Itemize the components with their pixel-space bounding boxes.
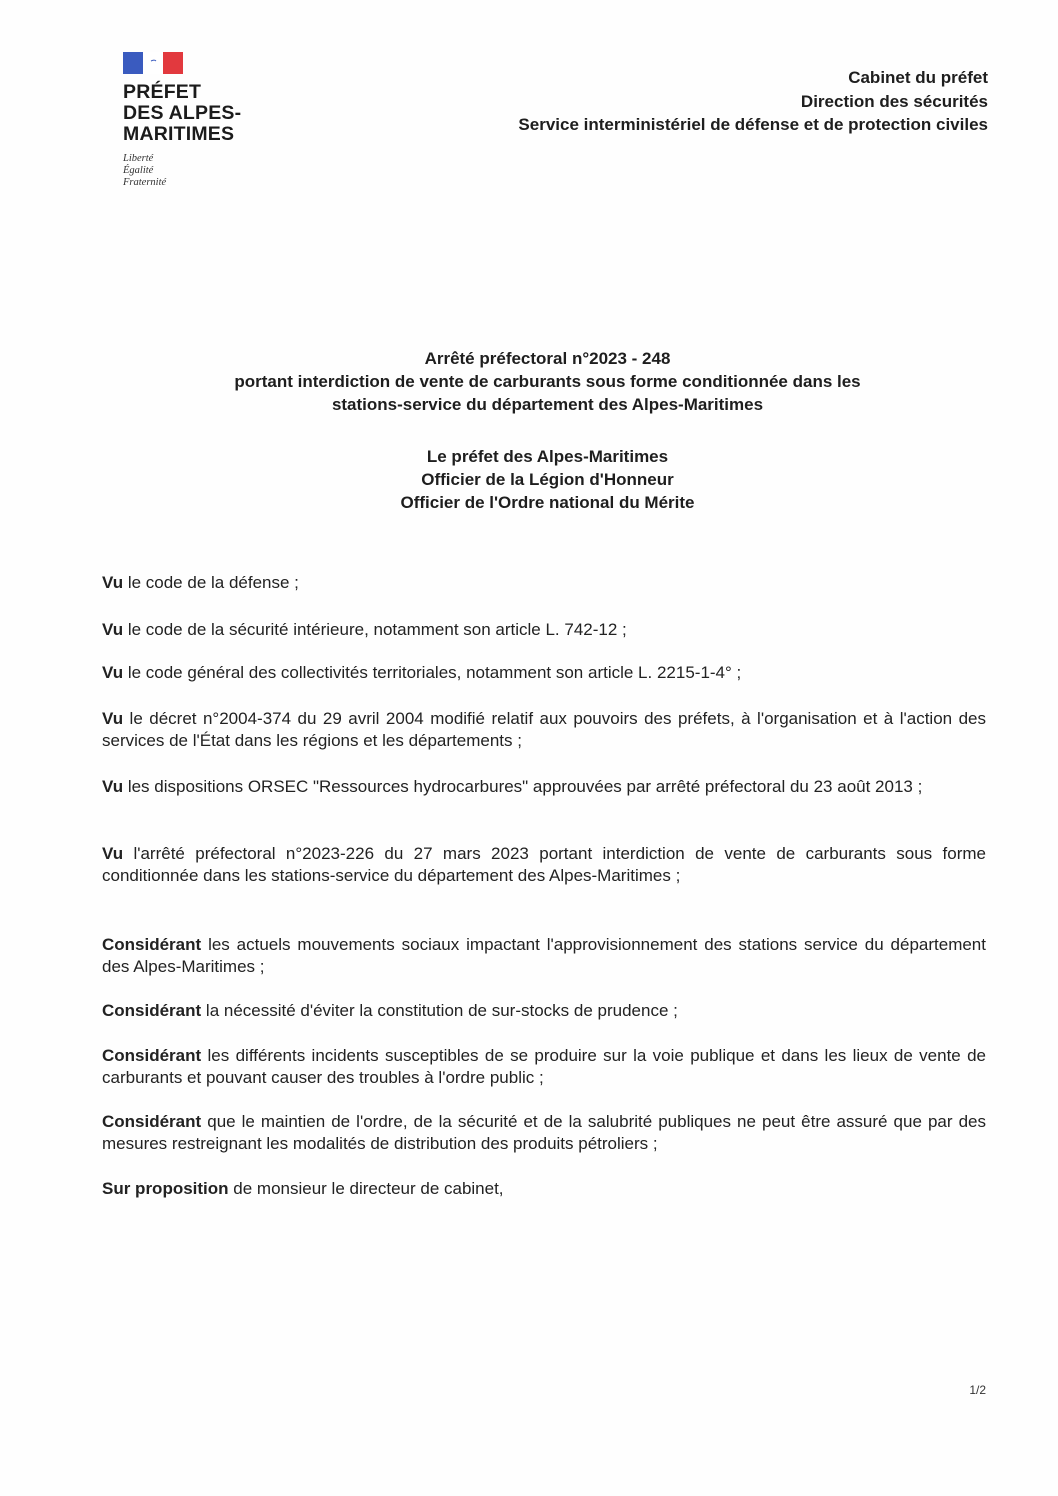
paragraph-text: la nécessité d'éviter la constitution de sur-stocks de prudence ;	[201, 1001, 678, 1020]
authority-block	[100, 445, 995, 514]
paragraph-text: le code général des collectivités territoriales, notamment son article L. 2215-1-4° ;	[123, 663, 742, 682]
decree-title	[100, 347, 995, 416]
paragraph-text: les différents incidents susceptibles de se produire sur la voie publique et dans les lieux de vente de carburants et pouvant causer des troubles à l'ordre public ;	[102, 1046, 986, 1087]
motto-egalite: Égalité	[123, 165, 154, 176]
decree-subject-line-1: portant interdiction de vente de carburants sous forme conditionnée dans les	[234, 372, 861, 391]
paragraph-keyword: Vu	[102, 663, 124, 682]
visa-paragraph	[102, 708, 986, 752]
paragraph-text: les dispositions ORSEC "Ressources hydrocarbures" approuvées par arrêté préfectoral du 23 août 2013 ;	[123, 777, 923, 796]
paragraph-keyword: Considérant	[102, 1046, 202, 1065]
header-cabinet: Cabinet du préfet	[848, 68, 988, 87]
decree-subject-line-2: stations-service du département des Alpes-Maritimes	[331, 395, 764, 414]
header-service: Service interministériel de défense et de protection civiles	[518, 115, 988, 134]
paragraph-keyword: Sur proposition	[102, 1179, 229, 1198]
page-number: 1/2	[969, 1383, 986, 1397]
proposition-paragraph	[102, 1178, 986, 1200]
visa-paragraph	[102, 776, 986, 798]
paragraph-text: le décret n°2004-374 du 29 avril 2004 modifié relatif aux pouvoirs des préfets, à l'organisation et à l'action des services de l'État dans les régions et les départements ;	[102, 709, 986, 750]
authority-ordre-merite: Officier de l'Ordre national du Mérite	[400, 493, 695, 512]
paragraph-keyword: Vu	[102, 620, 124, 639]
marianne-flag-icon	[123, 52, 183, 74]
republic-motto	[123, 153, 273, 189]
marianne-profile-icon	[137, 54, 167, 72]
visa-paragraph	[102, 572, 986, 594]
paragraph-keyword: Considérant	[102, 1112, 202, 1131]
logo-line-3: MARITIMES	[123, 123, 235, 145]
paragraph-keyword: Vu	[102, 844, 124, 863]
paragraph-text: l'arrêté préfectoral n°2023-226 du 27 mars 2023 portant interdiction de vente de carburants sous forme conditionnée dans les stations-service du département des Alpes-Maritimes ;	[102, 844, 986, 885]
authority-legion-honneur: Officier de la Légion d'Honneur	[421, 470, 674, 489]
paragraph-text: le code de la défense ;	[123, 573, 299, 592]
paragraph-keyword: Vu	[102, 709, 124, 728]
paragraph-keyword: Vu	[102, 573, 124, 592]
considerant-paragraph	[102, 1000, 986, 1022]
paragraph-keyword: Considérant	[102, 1001, 202, 1020]
considerant-paragraph	[102, 1045, 986, 1089]
decree-number: Arrêté préfectoral n°2023 - 248	[424, 349, 671, 368]
motto-fraternite: Fraternité	[123, 177, 167, 188]
considerant-paragraph	[102, 934, 986, 978]
paragraph-keyword: Considérant	[102, 935, 202, 954]
paragraph-text: les actuels mouvements sociaux impactant l'approvisionnement des stations service du département des Alpes-Maritimes ;	[102, 935, 986, 976]
paragraph-text: de monsieur le directeur de cabinet,	[228, 1179, 504, 1198]
issuing-service-header	[518, 66, 988, 137]
prefecture-logo	[123, 52, 273, 189]
paragraph-text: le code de la sécurité intérieure, notamment son article L. 742-12 ;	[123, 620, 627, 639]
paragraph-keyword: Vu	[102, 777, 124, 796]
paragraph-text: que le maintien de l'ordre, de la sécurité et de la salubrité publiques ne peut être assuré que par des mesures restreignant les modalités de distribution des produits pétroliers ;	[102, 1112, 986, 1153]
visa-paragraph	[102, 662, 986, 684]
visa-paragraph	[102, 843, 986, 887]
motto-liberte: Liberté	[123, 153, 154, 164]
considerant-paragraph	[102, 1111, 986, 1155]
logo-line-1: PRÉFET	[123, 81, 202, 103]
authority-prefect: Le préfet des Alpes-Maritimes	[426, 447, 669, 466]
logo-line-2: DES ALPES-	[123, 102, 242, 124]
header-direction: Direction des sécurités	[800, 91, 988, 111]
visa-paragraph	[102, 619, 986, 641]
